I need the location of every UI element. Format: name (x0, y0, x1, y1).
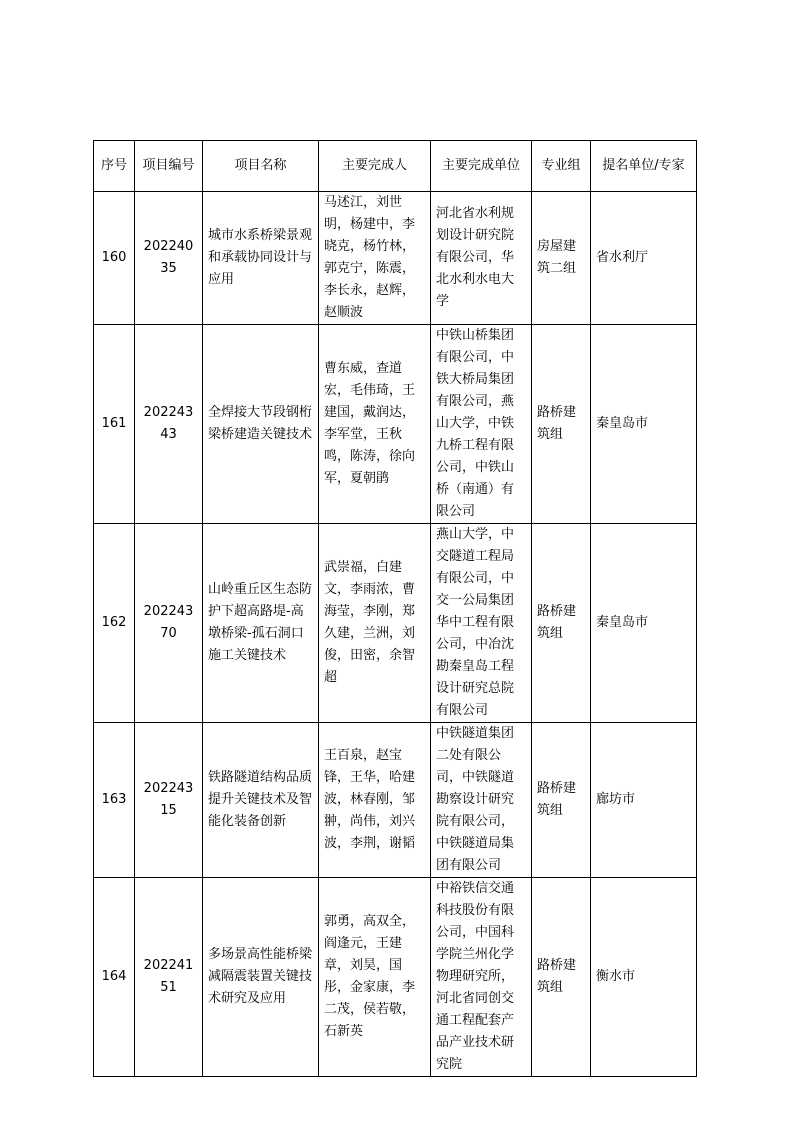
cell-name: 城市水系桥梁景观和承载协同设计与应用 (203, 192, 319, 325)
cell-group: 路桥建筑组 (532, 325, 591, 524)
header-group: 专业组 (532, 141, 591, 192)
cell-code: 20224035 (135, 192, 203, 325)
cell-units: 燕山大学，中交隧道工程局有限公司，中交一公局集团华中工程有限公司，中冶沈勘秦皇岛工程设计研究总院有限公司 (431, 524, 532, 723)
cell-nominator: 秦皇岛市 (591, 524, 697, 723)
header-units: 主要完成单位 (431, 141, 532, 192)
cell-nominator: 省水利厅 (591, 192, 697, 325)
header-seq: 序号 (94, 141, 135, 192)
header-persons: 主要完成人 (319, 141, 431, 192)
cell-code: 20224343 (135, 325, 203, 524)
cell-persons: 王百泉，赵宝锋，王华，哈建波，林春刚，邹翀，尚伟，刘兴波，李荆，谢韬 (319, 723, 431, 878)
cell-persons: 郭勇，高双全，阎逢元，王建章，刘昊，国彤，金家康，李二茂，侯若敬，石新英 (319, 878, 431, 1077)
cell-seq: 163 (94, 723, 135, 878)
cell-nominator: 秦皇岛市 (591, 325, 697, 524)
cell-units: 中铁山桥集团有限公司，中铁大桥局集团有限公司，燕山大学，中铁九桥工程有限公司，中铁山桥（南通）有限公司 (431, 325, 532, 524)
cell-units: 中裕铁信交通科技股份有限公司，中国科学院兰州化学物理研究所，河北省同创交通工程配套产品产业技术研究院 (431, 878, 532, 1077)
cell-name: 多场景高性能桥梁减隔震装置关键技术研究及应用 (203, 878, 319, 1077)
table-row (94, 723, 697, 878)
table-row (94, 325, 697, 524)
cell-code: 20224315 (135, 723, 203, 878)
cell-code: 20224151 (135, 878, 203, 1077)
cell-persons: 武崇福，白建文，李雨浓，曹海莹，李刚，郑久建，兰洲，刘俊，田密，余智超 (319, 524, 431, 723)
cell-persons: 曹东威，查道宏，毛伟琦，王建国，戴润达，李军堂，王秋鸣，陈涛，徐向军，夏朝鹃 (319, 325, 431, 524)
table-row (94, 878, 697, 1077)
cell-persons: 马述江，刘世明，杨建中，李晓克，杨竹林，郭克宁，陈震，李长永，赵辉，赵顺波 (319, 192, 431, 325)
cell-code: 20224370 (135, 524, 203, 723)
cell-group: 房屋建筑二组 (532, 192, 591, 325)
cell-nominator: 廊坊市 (591, 723, 697, 878)
cell-seq: 164 (94, 878, 135, 1077)
header-row (94, 141, 697, 192)
cell-group: 路桥建筑组 (532, 878, 591, 1077)
cell-group: 路桥建筑组 (532, 723, 591, 878)
cell-name: 全焊接大节段钢桁梁桥建造关键技术 (203, 325, 319, 524)
header-code: 项目编号 (135, 141, 203, 192)
cell-group: 路桥建筑组 (532, 524, 591, 723)
cell-units: 中铁隧道集团二处有限公司，中铁隧道勘察设计研究院有限公司，中铁隧道局集团有限公司 (431, 723, 532, 878)
cell-units: 河北省水利规划设计研究院有限公司，华北水利水电大学 (431, 192, 532, 325)
cell-seq: 160 (94, 192, 135, 325)
cell-nominator: 衡水市 (591, 878, 697, 1077)
table-row (94, 524, 697, 723)
cell-name: 铁路隧道结构品质提升关键技术及智能化装备创新 (203, 723, 319, 878)
header-name: 项目名称 (203, 141, 319, 192)
table-row (94, 192, 697, 325)
header-nominator: 提名单位/专家 (591, 141, 697, 192)
cell-seq: 162 (94, 524, 135, 723)
cell-seq: 161 (94, 325, 135, 524)
award-table (93, 140, 697, 1077)
cell-name: 山岭重丘区生态防护下超高路堤-高墩桥梁-孤石洞口施工关键技术 (203, 524, 319, 723)
